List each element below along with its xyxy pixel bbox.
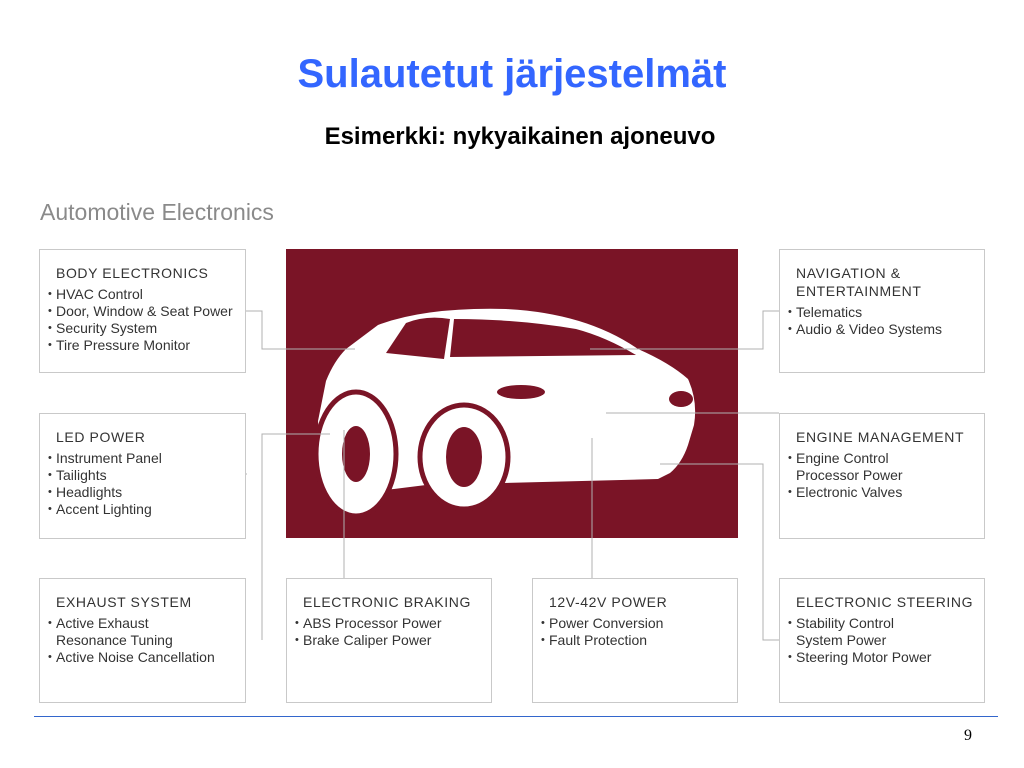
car-image bbox=[286, 249, 738, 538]
car-front-hub-shape bbox=[446, 427, 482, 487]
slide-subtitle: Esimerkki: nykyaikainen ajoneuvo bbox=[324, 123, 716, 150]
electronic-steering-box bbox=[779, 578, 985, 703]
list-item: • Electronic Valves bbox=[788, 484, 984, 501]
list-item: • Power Conversion bbox=[541, 615, 737, 632]
page-number: 9 bbox=[964, 727, 972, 744]
list-item: • Active Exhaust Resonance Tuning bbox=[48, 615, 245, 649]
exhaust-system-box bbox=[39, 578, 246, 703]
engine-management-heading: ENGINE MANAGEMENT bbox=[796, 429, 965, 445]
list-item: • Brake Caliper Power bbox=[295, 632, 491, 649]
list-item: • Stability Control System Power bbox=[788, 615, 984, 649]
list-item: • Instrument Panel bbox=[48, 450, 245, 467]
list-item: • Tailights bbox=[48, 467, 245, 484]
electronic-braking-heading: ELECTRONIC BRAKING bbox=[303, 594, 471, 610]
led-power-heading: LED POWER bbox=[56, 429, 146, 445]
footer-divider bbox=[34, 716, 998, 717]
list-item: • Accent Lighting bbox=[48, 501, 245, 518]
list-item: • HVAC Control bbox=[48, 286, 245, 303]
electronic-steering-heading: ELECTRONIC STEERING bbox=[796, 594, 974, 610]
navigation-heading: NAVIGATION & ENTERTAINMENT bbox=[796, 265, 922, 299]
list-item: • Telematics bbox=[788, 304, 984, 321]
list-item: • Active Noise Cancellation bbox=[48, 649, 245, 666]
list-item: • Engine Control Processor Power bbox=[788, 450, 984, 484]
list-item: • Door, Window & Seat Power bbox=[48, 303, 245, 320]
car-rear-hub-shape bbox=[342, 426, 370, 482]
list-item: • Audio & Video Systems bbox=[788, 321, 984, 338]
list-item: • Tire Pressure Monitor bbox=[48, 337, 245, 354]
diagram-title: Automotive Electronics bbox=[40, 199, 274, 225]
list-item: • Security System bbox=[48, 320, 245, 337]
engine-management-box bbox=[779, 413, 985, 539]
list-item: • Steering Motor Power bbox=[788, 649, 984, 666]
list-item: • Headlights bbox=[48, 484, 245, 501]
car-headlight-shape bbox=[497, 385, 545, 399]
body-electronics-heading: BODY ELECTRONICS bbox=[56, 265, 209, 281]
electronic-braking-box bbox=[286, 578, 492, 703]
body-electronics-box bbox=[39, 249, 246, 373]
slide-title: Sulautetut järjestelmät bbox=[297, 52, 727, 96]
power-heading: 12V-42V POWER bbox=[549, 594, 668, 610]
list-item: • Fault Protection bbox=[541, 632, 737, 649]
car-headlight-right-shape bbox=[669, 391, 693, 407]
power-conversion-box bbox=[532, 578, 738, 703]
led-power-box bbox=[39, 413, 246, 539]
exhaust-system-heading: EXHAUST SYSTEM bbox=[56, 594, 192, 610]
list-item: • ABS Processor Power bbox=[295, 615, 491, 632]
navigation-entertainment-box bbox=[779, 249, 985, 373]
